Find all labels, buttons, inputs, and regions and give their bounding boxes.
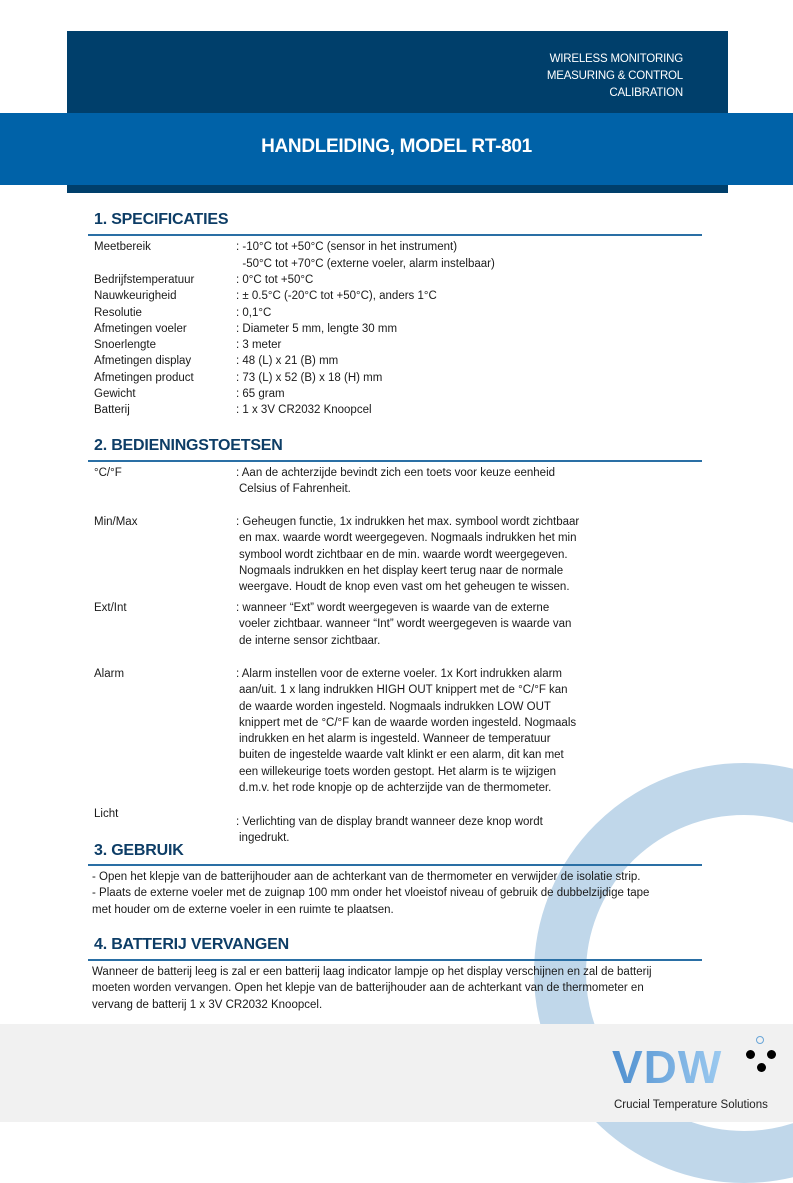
button-label: Ext/Int — [94, 602, 127, 614]
description-line: indrukken en het alarm is ingesteld. Wanneer de temperatuur — [239, 733, 551, 746]
battery-line: moeten worden vervangen. Open het klepje van de batterijhouder aan de achterkant van de thermometer en — [92, 982, 644, 995]
section-title-specs: 1. SPECIFICATIES — [94, 211, 229, 228]
logo-dot-icon — [746, 1050, 755, 1059]
section-title-usage: 3. GEBRUIK — [94, 842, 184, 859]
description-line: de waarde worden ingesteld. Nogmaals indrukken LOW OUT — [239, 700, 551, 713]
description-line: aan/uit. 1 x lang indrukken HIGH OUT knippert met de °C/°F kan — [239, 684, 568, 697]
description-line: : Verlichting van de display brandt wanneer deze knop wordt — [236, 816, 543, 828]
button-label: °C/°F — [94, 467, 122, 479]
spec-value: : -10°C tot +50°C (sensor in het instrument) — [236, 241, 458, 253]
description-line: d.m.v. het rode knopje op de achterzijde van de thermometer. — [239, 782, 552, 795]
spec-value: : 0°C tot +50°C — [236, 274, 314, 286]
spec-value: : 1 x 3V CR2032 Knoopcel — [236, 404, 372, 416]
button-label: Licht — [94, 808, 119, 820]
tagline-line: WIRELESS MONITORING — [549, 53, 683, 65]
button-label: Alarm — [94, 668, 125, 680]
description-line: : wanneer “Ext” wordt weergegeven is waarde van de externe — [236, 602, 550, 614]
spec-label: Gewicht — [94, 388, 136, 400]
description-line: knippert met de °C/°F kan de waarde worden ingesteld. Nogmaals — [239, 716, 577, 729]
description-line: Celsius of Fahrenheit. — [239, 483, 351, 496]
vdw-logo: VDW — [612, 1041, 723, 1093]
spec-value: : ± 0.5°C (-20°C tot +50°C), anders 1°C — [236, 290, 437, 302]
description-line: en max. waarde wordt weergegeven. Nogmaals indrukken het min — [239, 532, 577, 545]
spec-value: : 65 gram — [236, 388, 285, 400]
description-line: symbool wordt zichtbaar en de min. waarde wordt weergegeven. — [239, 548, 568, 561]
spec-value: : 3 meter — [236, 339, 282, 351]
section-rule — [88, 234, 702, 236]
description-line: weergave. Houdt de knop even vast om het geheugen te wissen. — [239, 581, 570, 594]
spec-label: Batterij — [94, 404, 130, 416]
spec-value: : Diameter 5 mm, lengte 30 mm — [236, 323, 398, 335]
section-rule — [88, 460, 702, 462]
usage-line: met houder om de externe voeler in een ruimte te plaatsen. — [92, 903, 394, 916]
description-line: : Aan de achterzijde bevindt zich een toets voor keuze eenheid — [236, 467, 556, 479]
usage-line: - Open het klepje van de batterijhouder aan de achterkant van de thermometer en verwijder de isolatie strip. — [92, 871, 641, 883]
battery-line: Wanneer de batterij leeg is zal er een batterij laag indicator lampje op het display verschijnen en zal de batterij — [92, 966, 652, 978]
header-tagline — [547, 51, 683, 102]
description-line: een willekeurige toets worden gestopt. Het alarm is te wijzigen — [239, 765, 557, 778]
button-description — [236, 465, 555, 498]
section-title-battery: 4. BATTERIJ VERVANGEN — [94, 936, 289, 953]
usage-text — [92, 869, 700, 918]
spec-value: -50°C tot +70°C (externe voeler, alarm instelbaar) — [236, 258, 495, 270]
logo-slogan: Crucial Temperature Solutions — [614, 1099, 768, 1111]
logo-dot-outline-icon — [756, 1036, 764, 1044]
header-bottom-bar — [67, 185, 728, 193]
description-line: buiten de ingestelde waarde valt klinkt er een alarm, dit kan met — [239, 749, 564, 762]
battery-text — [92, 964, 700, 1013]
spec-label: Afmetingen product — [94, 372, 194, 384]
button-description — [236, 814, 543, 847]
description-line: Nogmaals indrukken en het display keert terug naar de normale — [239, 564, 564, 577]
spec-label: Bedrijfstemperatuur — [94, 274, 195, 286]
button-description — [236, 666, 576, 796]
logo-dot-icon — [767, 1050, 776, 1059]
section-rule — [88, 959, 702, 961]
button-label: Min/Max — [94, 516, 138, 528]
spec-label: Meetbereik — [94, 241, 151, 253]
usage-line: - Plaats de externe voeler met de zuignap 100 mm onder het vloeistof niveau of gebruik de dubbelzijdige tape — [92, 887, 650, 900]
description-line: : Geheugen functie, 1x indrukken het max. symbool wordt zichtbaar — [236, 516, 580, 528]
section-title-buttons: 2. BEDIENINGSTOETSEN — [94, 437, 283, 454]
spec-label: Snoerlengte — [94, 339, 157, 351]
logo-dot-icon — [757, 1063, 766, 1072]
spec-label: Afmetingen voeler — [94, 323, 187, 335]
section-rule — [88, 864, 702, 866]
spec-value: : 48 (L) x 21 (B) mm — [236, 355, 339, 367]
tagline-line: MEASURING & CONTROL — [546, 70, 683, 82]
spec-value: : 73 (L) x 52 (B) x 18 (H) mm — [236, 372, 383, 384]
spec-label: Afmetingen display — [94, 355, 192, 367]
spec-label: Nauwkeurigheid — [94, 290, 177, 302]
document-title: HANDLEIDING, MODEL RT-801 — [261, 136, 532, 157]
button-description — [236, 514, 579, 595]
button-description — [236, 600, 571, 649]
spec-label: Resolutie — [94, 307, 142, 319]
description-line: voeler zichtbaar. wanneer “Int” wordt weergegeven is waarde van — [239, 618, 572, 631]
description-line: de interne sensor zichtbaar. — [239, 634, 381, 647]
spec-value: : 0,1°C — [236, 307, 272, 319]
battery-line: vervang de batterij 1 x 3V CR2032 Knoopcel. — [92, 998, 323, 1011]
description-line: : Alarm instellen voor de externe voeler. 1x Kort indrukken alarm — [236, 668, 562, 680]
header-top-bar — [67, 31, 728, 113]
tagline-line: CALIBRATION — [609, 87, 683, 99]
description-line: ingedrukt. — [239, 832, 290, 845]
